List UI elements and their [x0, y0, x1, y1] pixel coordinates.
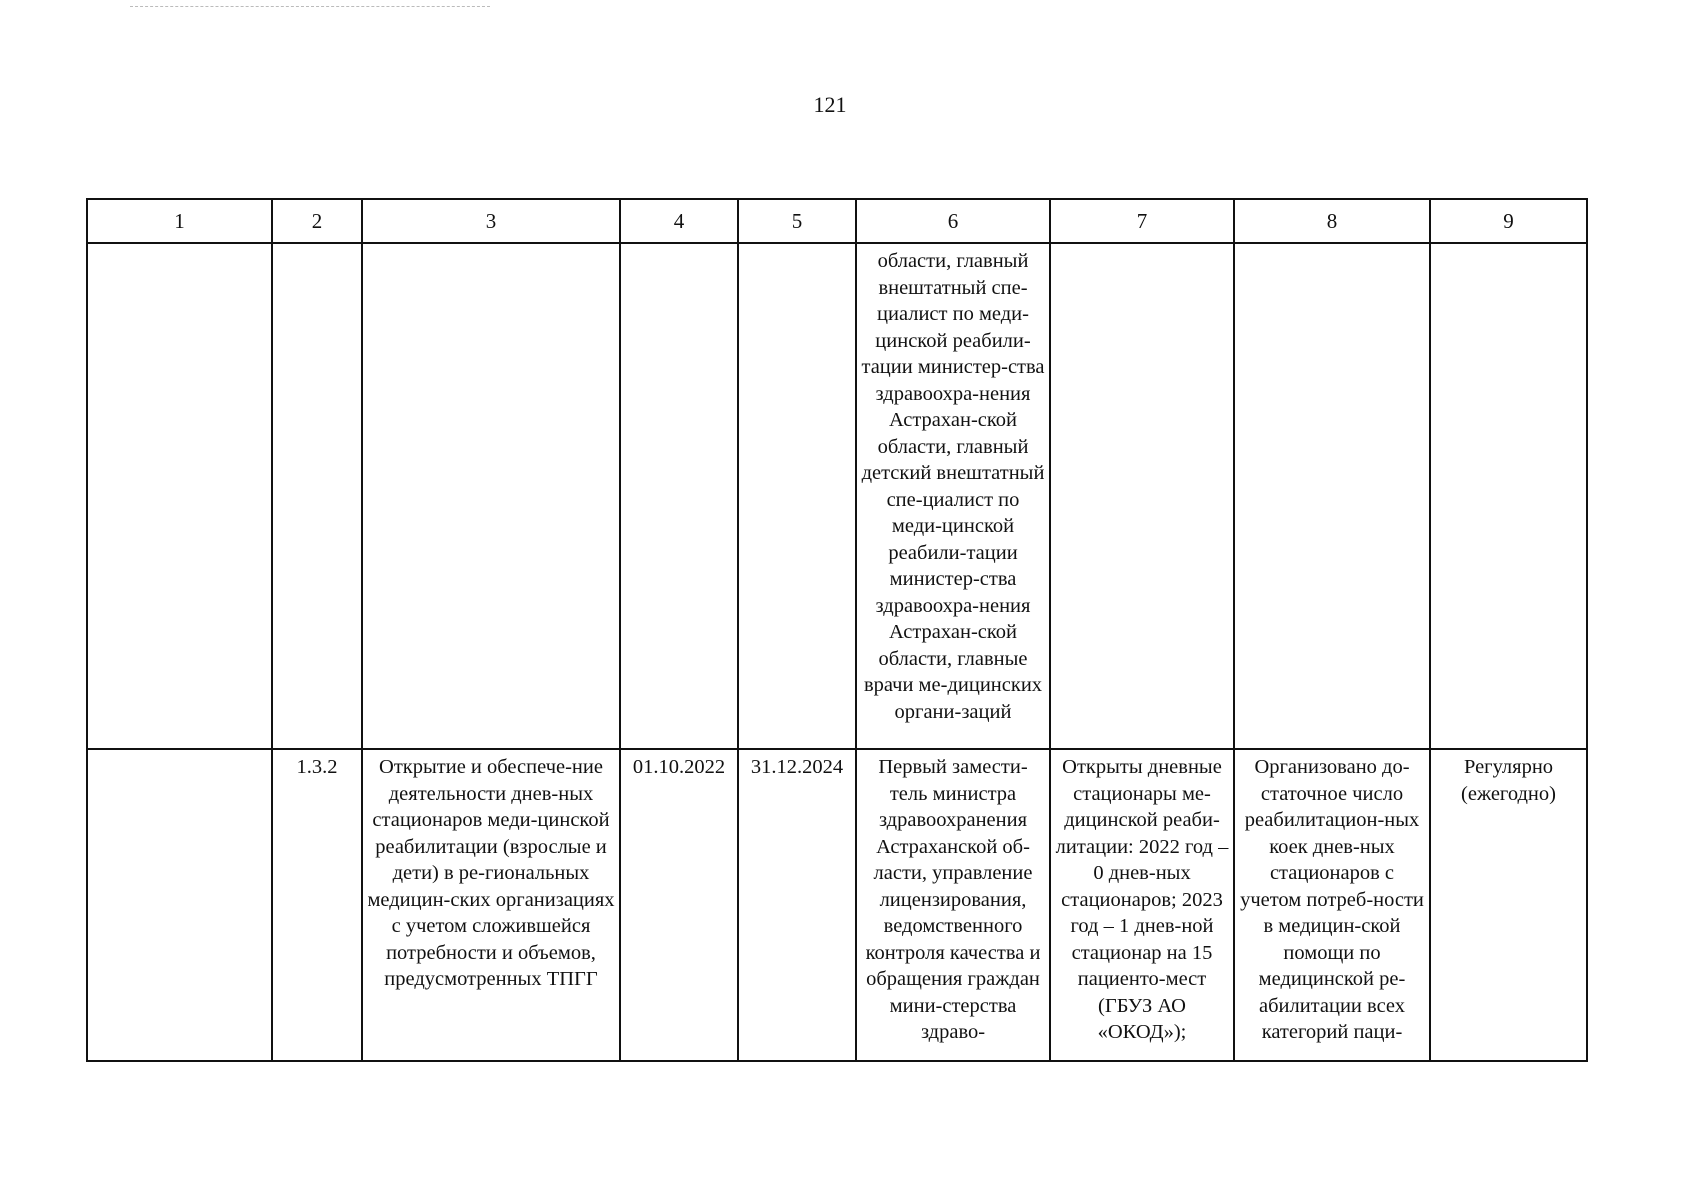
scan-artifact	[130, 6, 490, 9]
table-row-continuation	[87, 243, 1587, 749]
table-row-1-3-2	[87, 749, 1587, 1061]
header-cell-5: 5	[738, 199, 856, 243]
item-number: 1.3.2	[272, 749, 362, 1061]
cell-col9	[1430, 243, 1587, 749]
header-cell-3: 3	[362, 199, 620, 243]
header-cell-2: 2	[272, 199, 362, 243]
cell-col4	[620, 243, 738, 749]
plan-table	[86, 198, 1588, 1062]
cell-responsible-continued: области, главный внештатный спе-циалист по меди-цинской реабили-тации министер-ства здравоохра-нения Астрахан-ской области, главный детский внештатный спе-циалист по меди-цинской реабили-тации министер-ства здравоохра-нения Астрахан-ской области, главные врачи ме-дицинских органи-заций	[856, 243, 1050, 749]
frequency: Регулярно (ежегодно)	[1430, 749, 1587, 1061]
cell-col8	[1234, 243, 1430, 749]
header-cell-4: 4	[620, 199, 738, 243]
cell-col1	[87, 243, 272, 749]
cell-col5	[738, 243, 856, 749]
header-cell-1: 1	[87, 199, 272, 243]
cell-col1	[87, 749, 272, 1061]
header-cell-7: 7	[1050, 199, 1234, 243]
cell-col2	[272, 243, 362, 749]
cell-col3	[362, 243, 620, 749]
header-cell-6: 6	[856, 199, 1050, 243]
cell-col7	[1050, 243, 1234, 749]
header-cell-9: 9	[1430, 199, 1587, 243]
end-date: 31.12.2024	[738, 749, 856, 1061]
table-header-row	[87, 199, 1587, 243]
header-cell-8: 8	[1234, 199, 1430, 243]
outcome-indicator: Организовано до-статочное число реабилитацион-ных коек днев-ных стационаров с учетом потреб-ности в медицин-ской помощи по медицинской ре-абилитации всех категорий паци-	[1234, 749, 1430, 1061]
responsible-executors: Первый замести-тель министра здравоохранения Астраханской об-ласти, управление лицензирования, ведомственного контроля качества и обращения граждан мини-стерства здраво-	[856, 749, 1050, 1061]
page-number: 121	[813, 92, 847, 117]
start-date: 01.10.2022	[620, 749, 738, 1061]
event-description: Открытие и обеспече-ние деятельности днев-ных стационаров меди-цинской реабилитации (взрослые и дети) в ре-гиональных медицин-ских организациях с учетом сложившейся потребности и объемов, предусмотренных ТПГГ	[362, 749, 620, 1061]
expected-result: Открыты дневные стационары ме-дицинской реаби-литации: 2022 год – 0 днев-ных стационаров; 2023 год – 1 днев-ной стационар на 15 пациенто-мест (ГБУЗ АО «ОКОД»);	[1050, 749, 1234, 1061]
